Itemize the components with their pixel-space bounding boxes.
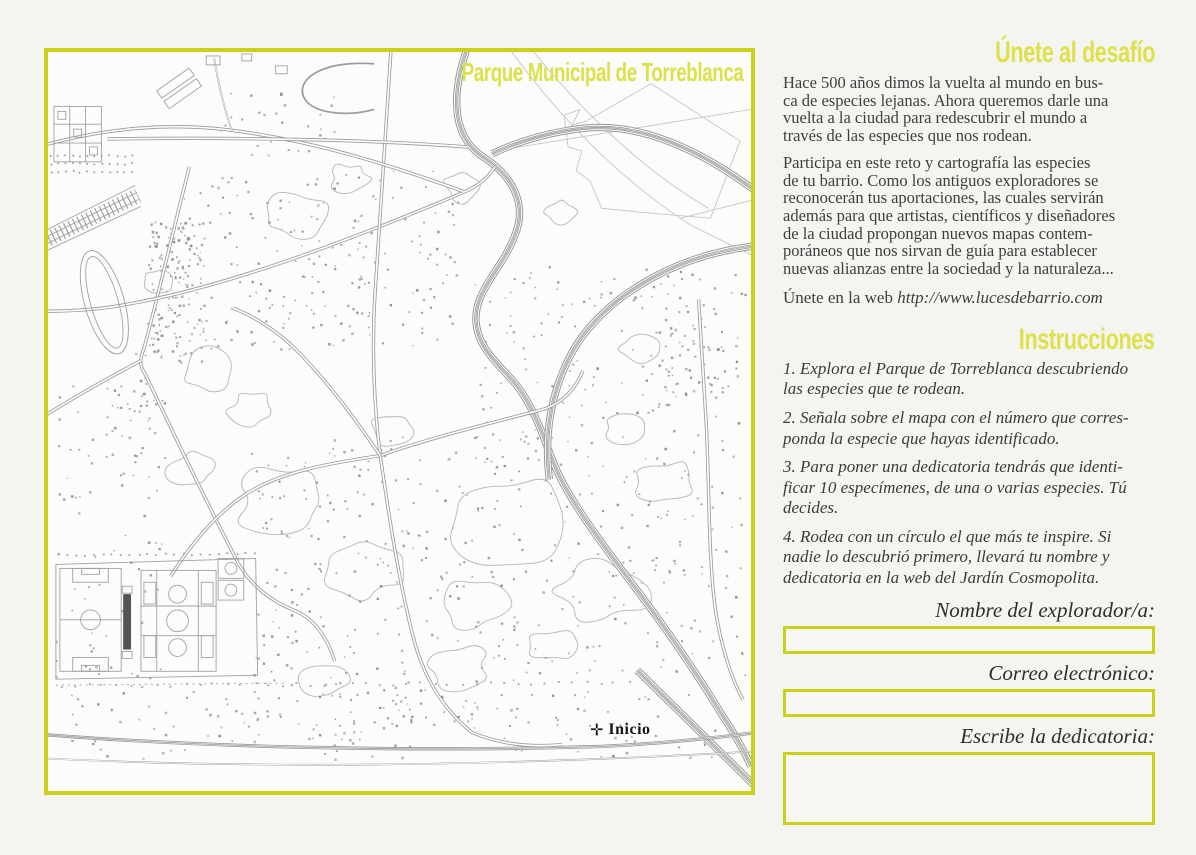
- oval-loop: [71, 245, 138, 359]
- instruction-item-3: 3. Para poner una dedicatoria tendrás que identi- ficar 10 especímenes, de una o varias especies. Tú decides.: [783, 457, 1127, 518]
- challenge-paragraph-2: Participa en este reto y cartografía las especies de tu barrio. Como los antiguos exploradores se reconocerán tus aportaciones, las cuales servirán además para que artistas, científicos y diseñadores de la ciudad propongan nuevos mapas contem- poráneos que nos sirvan de guía para establecer nuevas alianzas entre la sociedad y la naturaleza...: [783, 152, 1116, 279]
- join-web-url[interactable]: http://www.lucesdebarrio.com: [897, 287, 1103, 307]
- start-cross-icon: ✛: [590, 720, 604, 739]
- multi-court-block: [141, 570, 216, 671]
- railway-hatching: [48, 186, 141, 252]
- park-map-drawing: [48, 52, 751, 791]
- instruction-item-1: 1. Explora el Parque de Torreblanca descubriendo las especies que te rodean.: [783, 358, 1129, 399]
- sports-complex: [56, 559, 285, 686]
- email-input[interactable]: [783, 689, 1155, 717]
- map-title-text: Parque Municipal de Torreblanca: [461, 57, 743, 87]
- explorer-name-input[interactable]: [783, 626, 1155, 654]
- dedication-label: Escribe la dedicatoria:: [960, 723, 1155, 748]
- email-label: Correo electrónico:: [988, 660, 1155, 685]
- instructions-heading: Instrucciones: [1019, 322, 1155, 356]
- join-web-prefix: Únete en la web: [783, 287, 898, 307]
- instruction-item-4: 4. Rodea con un círculo el que más te inspire. Si nadie lo descubrió primero, llevará tu nombre y dedicatoria en la web del Jardín Cosmopolita.: [783, 526, 1112, 588]
- trees-layer: [50, 92, 747, 761]
- contours-layer: [144, 164, 692, 696]
- instruction-item-2: 2. Señala sobre el mapa con el número que corres- ponda la especie que hayas identificado.: [783, 407, 1129, 448]
- map-title: [352, 58, 743, 87]
- start-marker: [590, 720, 651, 739]
- challenge-paragraph-1: Hace 500 años dimos la vuelta al mundo en bus- ca de especies lejanas. Ahora queremos darle una vuelta a la ciudad para redescubrir el mundo a través de las especies que nos rodean.: [783, 73, 1109, 146]
- info-column: [783, 38, 1155, 825]
- start-marker-label: Inicio: [608, 721, 651, 738]
- soccer-field: [60, 568, 121, 671]
- join-web-line: [783, 288, 1155, 308]
- dedication-textarea[interactable]: [783, 752, 1155, 825]
- roads-layer: [48, 52, 751, 786]
- explorer-name-label: Nombre del explorador/a:: [935, 597, 1155, 622]
- park-map: [44, 48, 755, 795]
- buildings: [54, 54, 287, 162]
- shaded-building: [123, 594, 131, 649]
- challenge-heading: Únete al desafío: [995, 36, 1155, 69]
